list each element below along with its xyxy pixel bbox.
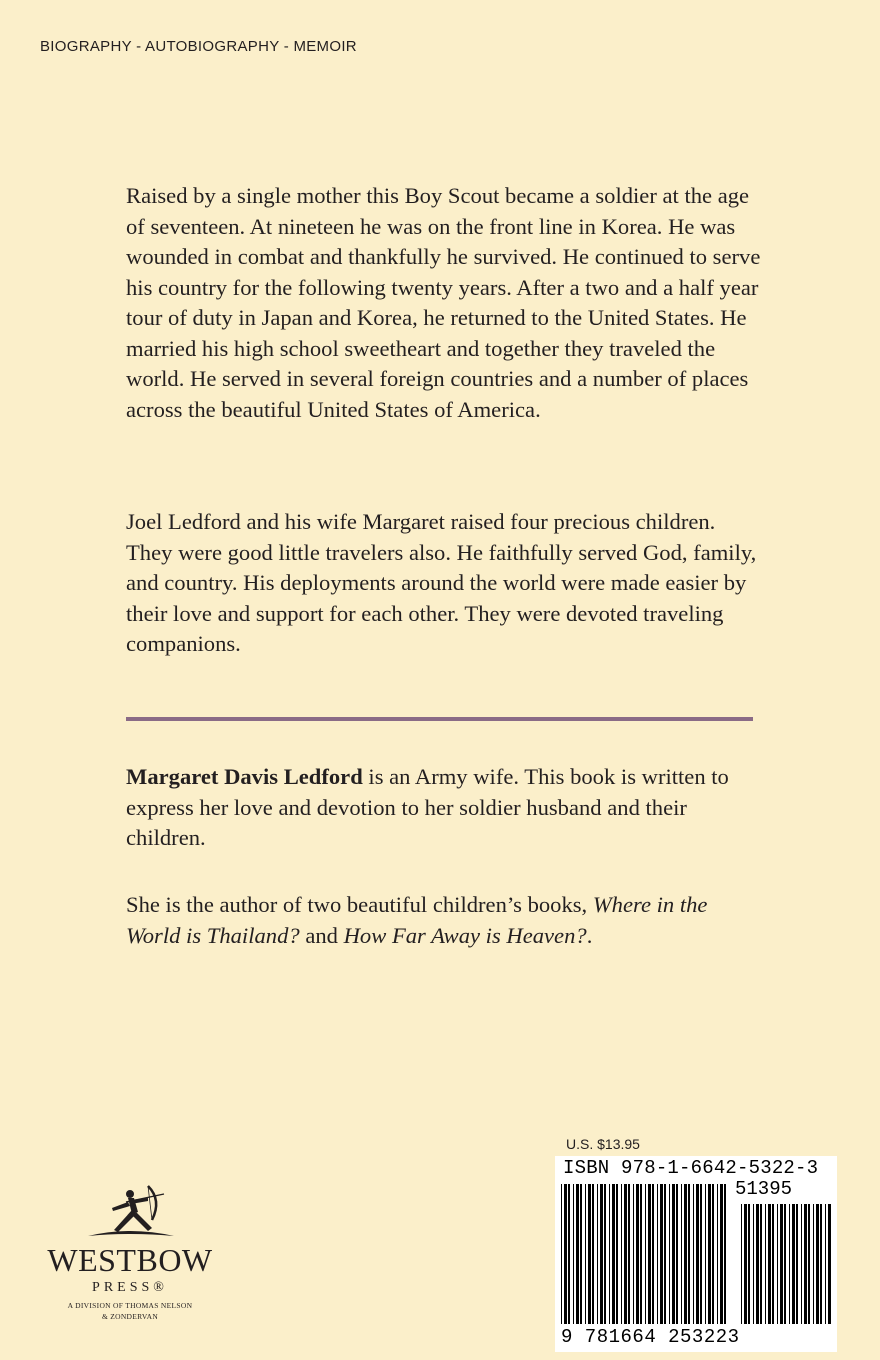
publisher-press: PRESS® xyxy=(92,1280,168,1295)
barcode-addon-label: 51395 xyxy=(735,1178,793,1200)
book-title-1: Where in the World is Thailand? xyxy=(126,892,708,948)
book-title-2: How Far Away is Heaven? xyxy=(343,922,587,948)
publisher-name: WESTBOW xyxy=(47,1242,213,1278)
publisher-division-line-2: & ZONDERVAN xyxy=(101,1312,159,1321)
author-bio-text: is an Army wife. This book is written to express her love and devotion to her soldier husband and their children. xyxy=(126,764,729,850)
isbn-label: ISBN 978-1-6642-5322-3 xyxy=(563,1157,819,1179)
synopsis-paragraph-2: Joel Ledford and his wife Margaret raised four precious children. They were good little travelers also. He faithfully served God, family, and country. His deployments around the world were made easier by their love and support for each other. They were devoted traveling companions. xyxy=(126,509,757,656)
books-end-text: . xyxy=(586,922,593,948)
books-intro-text: She is the author of two beautiful children’s books, xyxy=(126,892,593,917)
publisher-logo xyxy=(30,1180,230,1330)
synopsis-paragraph-1: Raised by a single mother this Boy Scout became a soldier at the age of seventeen. At nineteen he was on the front line in Korea. He was wounded in combat and thankfully he survived. He continued to serve his country for the following twenty years. After a two and a half year tour of duty in Japan and Korea, he returned to the United States. He married his high school sweetheart and together they traveled the world. He served in several foreign countries and a number of places across the beautiful United States of America. xyxy=(126,183,761,422)
barcode-digits: 9 781664 253223 xyxy=(561,1326,740,1348)
genre-label: BIOGRAPHY - AUTOBIOGRAPHY - MEMOIR xyxy=(40,38,357,55)
author-name: Margaret Davis Ledford xyxy=(126,764,363,789)
section-divider xyxy=(126,717,753,721)
books-and-text: and xyxy=(299,922,344,948)
barcode-main-bars xyxy=(561,1184,731,1328)
archer-icon xyxy=(30,1180,230,1244)
author-bio-paragraph xyxy=(126,762,762,854)
publisher-division-line-1: A DIVISION OF THOMAS NELSON xyxy=(67,1301,193,1310)
barcode-box xyxy=(555,1156,837,1352)
price-label: U.S. $13.95 xyxy=(566,1136,640,1152)
barcode-addon-bars xyxy=(741,1204,831,1326)
author-books-paragraph xyxy=(126,890,762,951)
